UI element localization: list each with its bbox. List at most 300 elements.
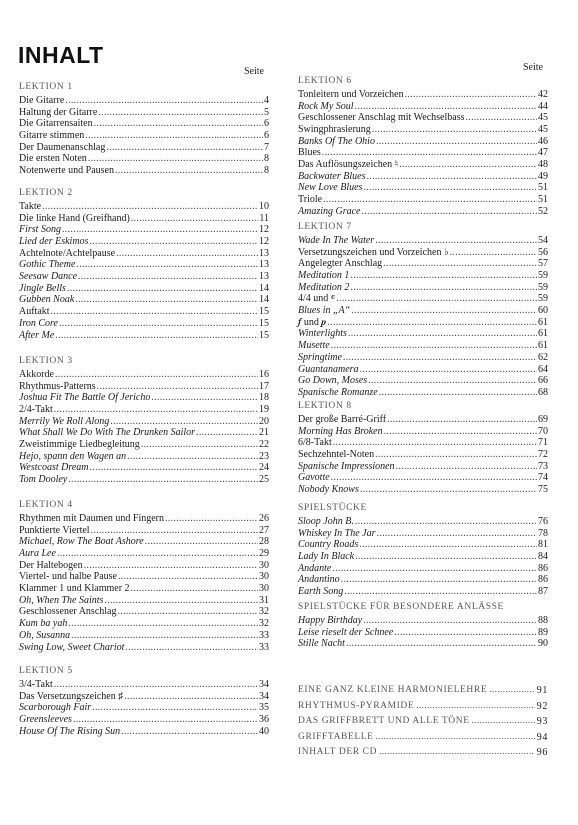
toc-entry[interactable]: [298, 528, 548, 540]
dot-leader: [323, 194, 537, 206]
toc-entry[interactable]: [19, 474, 269, 486]
page-number: 84: [538, 551, 548, 563]
page-number: 16: [259, 368, 269, 380]
entry-title: Nobody Knows: [298, 484, 359, 496]
toc-entry[interactable]: [298, 329, 548, 341]
entry-title: Meditation 1: [298, 270, 350, 282]
dot-leader: [145, 536, 258, 548]
dot-leader: [117, 606, 258, 618]
entry-title: Joshua Fit The Battle Of Jericho: [19, 392, 151, 404]
page-number: 73: [538, 460, 548, 472]
toc-entry[interactable]: [298, 615, 548, 627]
toc-entry[interactable]: [19, 142, 269, 154]
page-number: 35: [259, 702, 269, 714]
entry-title: Guantanamera: [298, 363, 359, 375]
page-number: 45: [538, 124, 548, 136]
page-number: 13: [259, 271, 269, 283]
toc-entry[interactable]: [19, 618, 269, 630]
dot-leader: [351, 305, 537, 317]
toc-entry[interactable]: [298, 340, 548, 352]
page-number: 14: [259, 294, 269, 306]
appendix-entry[interactable]: [298, 699, 548, 715]
entry-title: Amazing Grace: [298, 205, 361, 217]
page-number: 81: [538, 539, 548, 551]
appendix-entry[interactable]: [298, 745, 548, 761]
toc-entry[interactable]: [298, 247, 548, 259]
page-number: 61: [538, 328, 548, 340]
entry-title: Takte: [19, 200, 42, 212]
dot-leader: [94, 118, 263, 130]
toc-entry[interactable]: [298, 235, 548, 247]
dot-leader: [68, 474, 258, 486]
toc-entry[interactable]: [298, 516, 548, 528]
page-number: 19: [259, 404, 269, 416]
page-number: 93: [536, 716, 548, 727]
dot-leader: [121, 726, 258, 738]
page-number: 52: [538, 205, 548, 217]
dot-leader: [91, 525, 258, 537]
page-number: 88: [538, 614, 548, 626]
entry-title: Andantino: [298, 574, 340, 586]
toc-entry[interactable]: [19, 404, 269, 416]
page-number: 46: [538, 135, 548, 147]
entry-title: Angelegter Anschlag: [298, 258, 383, 270]
dot-leader: [59, 318, 258, 330]
dot-leader: [65, 95, 263, 107]
page-number: 33: [259, 641, 269, 653]
toc-section: [298, 503, 548, 598]
dot-leader: [118, 571, 258, 583]
seite-label-left: Seite: [244, 66, 264, 77]
dot-leader: [57, 548, 258, 560]
entry-title: 4/4 und 𝄴: [298, 293, 336, 305]
toc-entry[interactable]: [19, 392, 269, 404]
entry-title: RHYTHMUS-PYRAMIDE: [298, 700, 415, 711]
dot-leader: [344, 586, 537, 598]
toc-entry[interactable]: [298, 89, 548, 101]
toc-entry[interactable]: [19, 607, 269, 619]
entry-title: Der Haltebogen: [19, 559, 83, 571]
page-number: 28: [259, 536, 269, 548]
entry-title: 6/8-Takt: [298, 437, 332, 449]
toc-section: [298, 76, 548, 218]
toc-entry[interactable]: [19, 726, 269, 738]
page-number: 71: [538, 437, 548, 449]
entry-title: Blues: [298, 147, 321, 159]
toc-entry[interactable]: [298, 352, 548, 364]
toc-entry[interactable]: [19, 318, 269, 330]
page-title: INHALT: [18, 42, 104, 68]
entry-title: Lied der Eskimos: [19, 236, 89, 248]
dot-leader: [67, 283, 258, 295]
page-number: 8: [264, 153, 269, 165]
entry-title: Country Roads: [298, 539, 359, 551]
dot-leader: [51, 306, 258, 318]
dot-leader: [350, 270, 537, 282]
dot-leader: [355, 101, 537, 113]
toc-entry[interactable]: [298, 437, 548, 449]
entry-title: Leise rieselt der Schnee: [298, 626, 394, 638]
toc-entry[interactable]: [298, 387, 548, 399]
toc-entry[interactable]: [19, 525, 269, 537]
dot-leader: [327, 317, 537, 329]
entry-title: Achtelnote/Achtelpause: [19, 247, 116, 259]
entry-title: 3/4-Takt: [19, 678, 53, 690]
entry-title: Meditation 2: [298, 281, 350, 293]
toc-entry[interactable]: [19, 248, 269, 260]
dot-leader: [405, 89, 537, 101]
dot-leader: [322, 147, 537, 159]
dot-leader: [131, 583, 258, 595]
dot-leader: [106, 142, 263, 154]
page-number: 94: [536, 731, 548, 743]
entry-title: Akkorde: [19, 368, 54, 380]
toc-entry[interactable]: [19, 630, 269, 642]
page-number: 34: [259, 678, 269, 690]
appendix-entry[interactable]: [298, 714, 548, 730]
toc-entry[interactable]: [298, 282, 548, 294]
dot-leader: [396, 461, 537, 473]
dot-leader: [360, 484, 537, 496]
dot-leader: [363, 182, 537, 194]
page-number: 17: [259, 380, 269, 392]
toc-entry[interactable]: [19, 691, 269, 703]
entry-title: Earth Song: [298, 586, 344, 598]
entry-title: Rock My Soul: [298, 100, 354, 112]
page-number: 87: [538, 586, 548, 598]
toc-entry[interactable]: [298, 194, 548, 206]
page-number: 26: [259, 512, 269, 524]
toc-entry[interactable]: [19, 642, 269, 654]
toc-entry[interactable]: [19, 714, 269, 726]
toc-entry[interactable]: [19, 306, 269, 318]
toc-entry[interactable]: [298, 539, 548, 551]
entry-title: 2/4-Takt: [19, 404, 53, 416]
entry-title: EINE GANZ KLEINE HARMONIELEHRE: [298, 685, 488, 695]
page-number: 13: [259, 247, 269, 259]
entry-title: Die ersten Noten: [19, 153, 87, 165]
entry-title: Oh, When The Saints: [19, 594, 104, 606]
toc-entry[interactable]: [298, 364, 548, 376]
toc-entry[interactable]: [19, 153, 269, 165]
dot-leader: [416, 699, 535, 715]
page-number: 12: [259, 236, 269, 248]
dot-leader: [116, 248, 258, 260]
toc-entry[interactable]: [298, 586, 548, 598]
toc-entry[interactable]: [19, 416, 269, 428]
entry-title: Die Gitarre: [19, 94, 65, 106]
toc-entry[interactable]: [298, 638, 548, 650]
page-number: 60: [538, 305, 548, 317]
toc-entry[interactable]: [19, 295, 269, 307]
entry-title: Andante: [298, 562, 332, 574]
dot-leader: [355, 516, 537, 528]
page-number: 8: [264, 165, 269, 177]
seite-label-right: Seite: [523, 62, 543, 73]
toc-entry[interactable]: [298, 472, 548, 484]
entry-title: GRIFFTABELLE: [298, 731, 374, 742]
entry-title: Musette: [298, 340, 330, 352]
page-number: 32: [259, 606, 269, 618]
toc-entry[interactable]: [19, 118, 269, 130]
dot-leader: [372, 124, 537, 136]
entry-title: Banks Of The Ohio: [298, 135, 375, 147]
toc-entry[interactable]: [19, 381, 269, 393]
toc-entry[interactable]: [298, 627, 548, 639]
dot-leader: [489, 683, 535, 699]
entry-title: Notenwerte und Pausen: [19, 165, 114, 177]
dot-leader: [399, 159, 537, 171]
dot-leader: [110, 416, 258, 428]
toc-entry[interactable]: [19, 236, 269, 248]
section-heading: LEKTION 4: [19, 500, 73, 510]
page-number: 30: [259, 571, 269, 583]
page-number: 40: [259, 725, 269, 737]
toc-entry[interactable]: [19, 548, 269, 560]
toc-entry[interactable]: [298, 183, 548, 195]
toc-entry[interactable]: [298, 147, 548, 159]
page-number: 56: [538, 246, 548, 258]
toc-entry[interactable]: [19, 536, 269, 548]
page-number: 24: [259, 462, 269, 474]
entry-title: Das Versetzungszeichen ♯: [19, 690, 124, 702]
entry-title: Spanische Romanze: [298, 386, 378, 398]
toc-entry[interactable]: [19, 571, 269, 583]
dot-leader: [355, 551, 537, 563]
dot-leader: [394, 627, 537, 639]
entry-title: Seesaw Dance: [19, 271, 78, 283]
dot-leader: [376, 528, 537, 540]
toc-section: [19, 666, 269, 737]
entry-title: Gitarre stimmen: [19, 130, 85, 142]
toc-entry[interactable]: [19, 95, 269, 107]
entry-title: Hejo, spann den Wagen an: [19, 450, 127, 462]
dot-leader: [55, 330, 258, 342]
section-heading: SPIELSTÜCKE: [298, 503, 367, 513]
toc-section: [298, 401, 548, 496]
dot-leader: [88, 153, 263, 165]
dot-leader: [85, 130, 263, 142]
toc-entry[interactable]: [19, 369, 269, 381]
entry-title: Spanische Impressionen: [298, 460, 395, 472]
page-number: 14: [259, 282, 269, 294]
page-number: 49: [538, 170, 548, 182]
toc-entry[interactable]: [19, 259, 269, 271]
toc-entry[interactable]: [298, 124, 548, 136]
entry-title: INHALT DER CD: [298, 747, 378, 757]
entry-title: Whiskey In The Jar: [298, 527, 376, 539]
entry-title: Merrily We Roll Along: [19, 415, 110, 427]
dot-leader: [472, 714, 535, 730]
toc-entry[interactable]: [19, 107, 269, 119]
dot-leader: [359, 539, 537, 551]
page-number: 51: [538, 182, 548, 194]
dot-leader: [141, 439, 258, 451]
toc-entry[interactable]: [298, 258, 548, 270]
toc-entry[interactable]: [298, 461, 548, 473]
dot-leader: [71, 630, 258, 642]
toc-entry[interactable]: [19, 463, 269, 475]
toc-entry[interactable]: [19, 427, 269, 439]
entry-title: Stille Nacht: [298, 638, 345, 650]
toc-entry[interactable]: [298, 563, 548, 575]
dot-leader: [104, 595, 258, 607]
appendix-entry[interactable]: [298, 683, 548, 699]
toc-entry[interactable]: [298, 171, 548, 183]
entry-title: Rhythmen mit Daumen und Fingern: [19, 512, 164, 524]
toc-entry[interactable]: [298, 136, 548, 148]
toc-entry[interactable]: [298, 484, 548, 496]
entry-title: Morning Has Broken: [298, 425, 383, 437]
toc-entry[interactable]: [298, 449, 548, 461]
section-heading: LEKTION 7: [298, 222, 352, 232]
dot-leader: [343, 352, 537, 364]
section-heading: SPIELSTÜCKE FÜR BESONDERE ANLÄSSE: [298, 602, 504, 612]
toc-entry[interactable]: [19, 451, 269, 463]
page-number: 18: [259, 392, 269, 404]
section-heading: LEKTION 6: [298, 76, 352, 86]
toc-entry[interactable]: [19, 679, 269, 691]
entry-title: Gavotte: [298, 472, 330, 484]
page-number: 44: [538, 100, 548, 112]
toc-entry[interactable]: [298, 414, 548, 426]
toc-entry[interactable]: [19, 130, 269, 142]
toc-entry[interactable]: [298, 305, 548, 317]
page-number: 5: [264, 106, 269, 118]
toc-entry[interactable]: [19, 271, 269, 283]
page-number: 30: [259, 583, 269, 595]
page-number: 42: [538, 88, 548, 100]
entry-title: First Song: [19, 224, 61, 236]
toc-entry[interactable]: [298, 101, 548, 113]
appendix-entry[interactable]: [298, 730, 548, 746]
page-number: 47: [538, 147, 548, 159]
dot-leader: [196, 427, 258, 439]
toc-entry[interactable]: [19, 439, 269, 451]
page-number: 11: [259, 212, 269, 224]
page-number: 32: [259, 618, 269, 630]
entry-title: What Shall We Do With The Drunken Sailor: [19, 427, 196, 439]
page-number: 61: [538, 316, 548, 328]
page-number: 92: [536, 700, 548, 712]
toc-entry[interactable]: [19, 283, 269, 295]
entry-title: Auftakt: [19, 306, 50, 318]
page-number: 54: [538, 234, 548, 246]
dot-leader: [346, 638, 537, 650]
page-number: 68: [538, 386, 548, 398]
entry-title: 𝆑 und 𝆏: [298, 316, 327, 328]
page-number: 72: [538, 449, 548, 461]
page-number: 6: [264, 130, 269, 142]
dot-leader: [55, 369, 258, 381]
page-number: 21: [259, 427, 269, 439]
entry-title: DAS GRIFFBRETT UND ALLE TÖNE: [298, 716, 470, 726]
dot-leader: [42, 201, 258, 213]
page-number: 57: [538, 258, 548, 270]
entry-title: Gothic Theme: [19, 259, 76, 271]
entry-title: Der Daumenanschlag: [19, 141, 106, 153]
page-number: 59: [538, 281, 548, 293]
page-number: 90: [538, 638, 548, 650]
toc-entry[interactable]: [298, 426, 548, 438]
entry-title: Winterlights: [298, 328, 347, 340]
page-number: 12: [259, 224, 269, 236]
toc-entry[interactable]: [298, 159, 548, 171]
toc-entry[interactable]: [19, 702, 269, 714]
entry-title: Tonleitern und Vorzeichen: [298, 88, 404, 100]
toc-entry[interactable]: [298, 551, 548, 563]
dot-leader: [383, 258, 537, 270]
toc-entry[interactable]: [19, 213, 269, 225]
toc-entry[interactable]: [19, 583, 269, 595]
page-number: 96: [536, 747, 548, 758]
toc-entry[interactable]: [19, 513, 269, 525]
dot-leader: [131, 213, 259, 225]
entry-title: New Love Blues: [298, 182, 363, 194]
toc-entry[interactable]: [19, 224, 269, 236]
toc-entry[interactable]: [298, 270, 548, 282]
dot-leader: [124, 691, 258, 703]
dot-leader: [362, 206, 538, 218]
dot-leader: [331, 340, 537, 352]
dot-leader: [98, 107, 263, 119]
toc-entry[interactable]: [298, 112, 548, 124]
toc-entry[interactable]: [19, 595, 269, 607]
entry-title: Lady In Black: [298, 551, 355, 563]
entry-title: Punktierte Viertel: [19, 524, 90, 536]
toc-section: [298, 602, 548, 650]
dot-leader: [376, 730, 535, 746]
section-heading: LEKTION 8: [298, 401, 352, 411]
toc-entry[interactable]: [19, 165, 269, 177]
dot-leader: [151, 392, 258, 404]
dot-leader: [165, 513, 258, 525]
page-number: 64: [538, 363, 548, 375]
entry-title: Sloop John B.: [298, 515, 354, 527]
page-number: 48: [538, 159, 548, 171]
section-heading: LEKTION 3: [19, 356, 73, 366]
entry-title: Triole: [298, 194, 323, 206]
toc-entry[interactable]: [298, 574, 548, 586]
page-number: 66: [538, 375, 548, 387]
page-number: 15: [259, 306, 269, 318]
page-number: 15: [259, 329, 269, 341]
page-number: 61: [538, 340, 548, 352]
dot-leader: [350, 282, 537, 294]
dot-leader: [333, 437, 537, 449]
dot-leader: [332, 563, 537, 575]
toc-entry[interactable]: [19, 560, 269, 572]
entry-title: Das Auflösungszeichen ♮: [298, 159, 399, 171]
toc-entry[interactable]: [298, 375, 548, 387]
toc-entry[interactable]: [298, 206, 548, 218]
dot-leader: [68, 618, 258, 630]
entry-title: Aura Lee: [19, 548, 56, 560]
toc-entry[interactable]: [298, 293, 548, 305]
dot-leader: [376, 136, 537, 148]
dot-leader: [125, 642, 258, 654]
toc-entry[interactable]: [19, 201, 269, 213]
toc-section: [19, 82, 269, 177]
toc-entry[interactable]: [19, 330, 269, 342]
dot-leader: [384, 426, 537, 438]
toc-entry[interactable]: [298, 317, 548, 329]
dot-leader: [336, 293, 537, 305]
page-number: 70: [538, 425, 548, 437]
entry-title: Versetzungszeichen und Vorzeichen ♭: [298, 246, 449, 258]
dot-leader: [90, 462, 258, 474]
dot-leader: [92, 702, 258, 714]
